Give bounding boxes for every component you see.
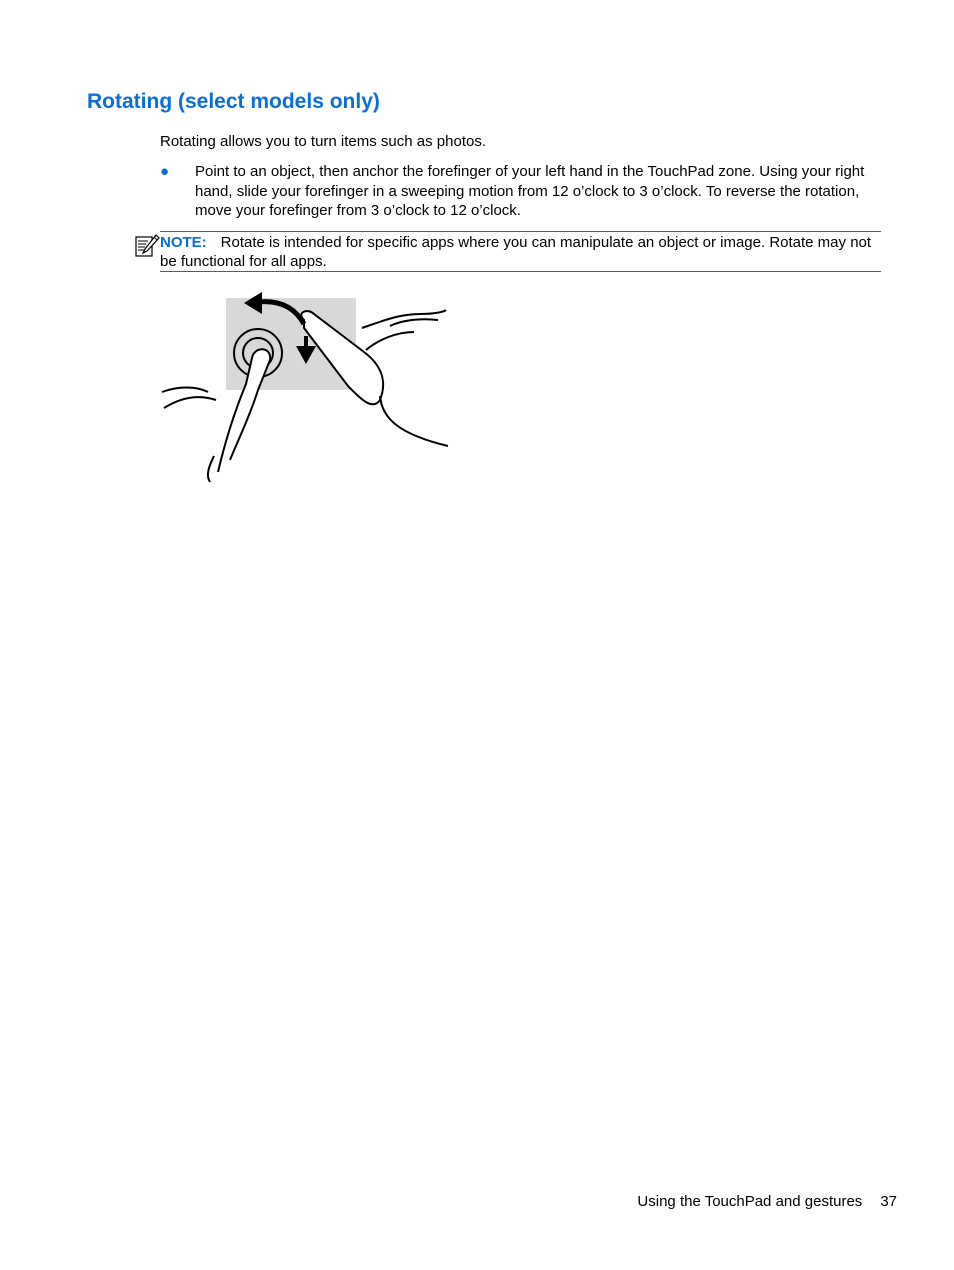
note-label: NOTE: xyxy=(160,234,207,251)
bullet-text: Point to an object, then anchor the forefinger of your left hand in the TouchPad zone. Using your right hand, slide your forefinger in a sweeping motion from 12 o’clock to 3 o’clock. To reverse the rotation, move your forefinger from 3 o’clock to 12 o’clock. xyxy=(195,163,865,219)
note-box xyxy=(160,231,881,272)
intro-paragraph: Rotating allows you to turn items such as photos. xyxy=(160,133,487,150)
right-hand-knuckles xyxy=(362,310,446,350)
left-hand-thumb xyxy=(162,388,216,409)
bullet-icon: ● xyxy=(160,163,170,180)
footer-chapter: Using the TouchPad and gestures xyxy=(637,1193,863,1210)
section-heading: Rotating (select models only) xyxy=(87,90,380,113)
rotate-gesture-illustration xyxy=(158,288,453,483)
note-pencil-icon xyxy=(134,233,160,259)
page-footer xyxy=(637,1192,897,1211)
left-hand-edge xyxy=(208,456,214,482)
right-hand-palm xyxy=(380,396,448,446)
note-body: Rotate is intended for specific apps where you can manipulate an object or image. Rotate may not be functional for all apps. xyxy=(160,234,872,270)
note-text xyxy=(160,233,881,271)
page-number: 37 xyxy=(880,1193,897,1210)
